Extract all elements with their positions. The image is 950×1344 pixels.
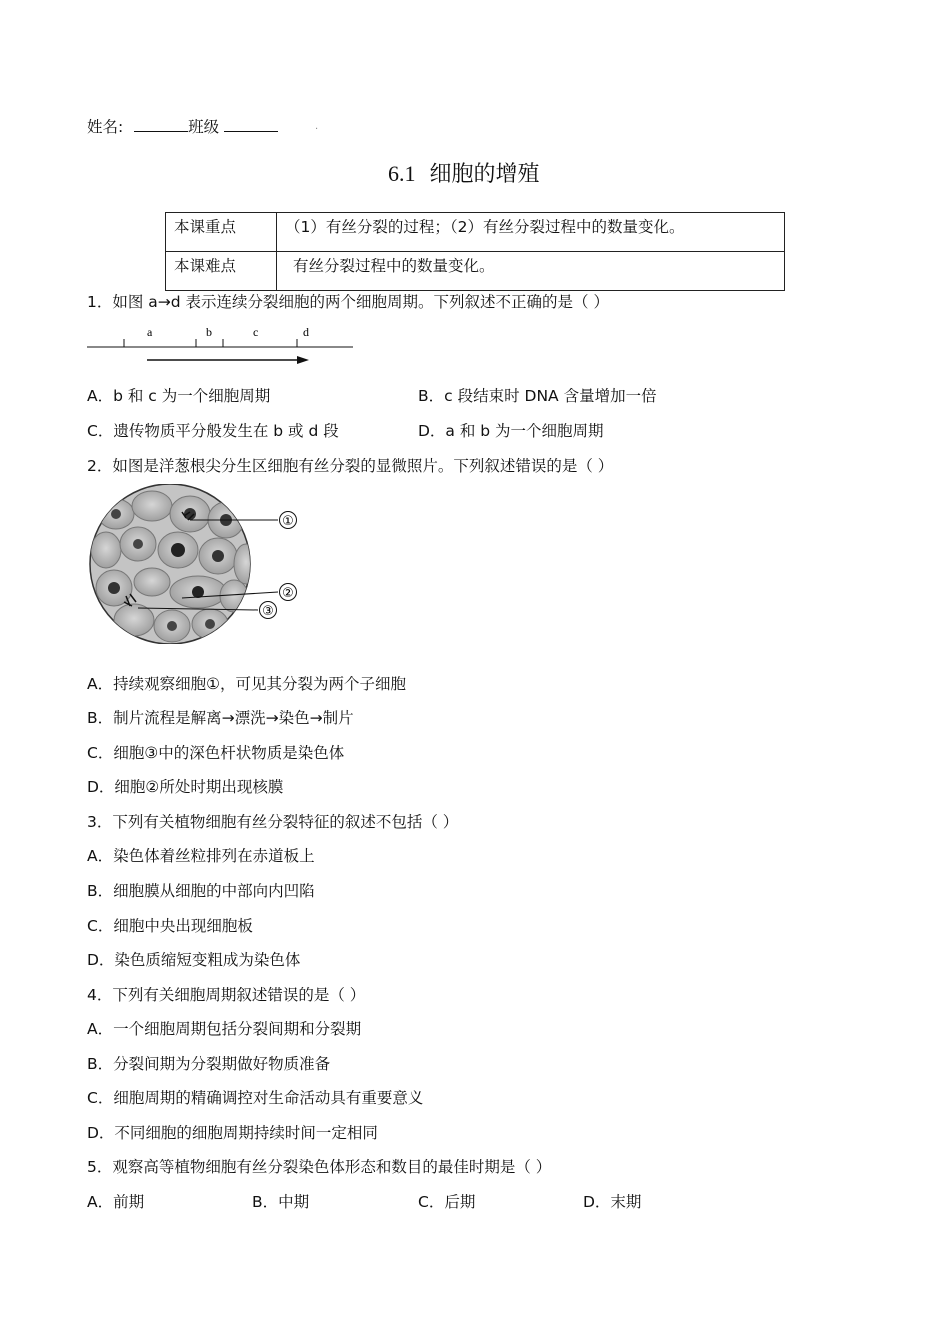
q2-option-c[interactable]: C．细胞③中的深色杆状物质是染色体 [87, 744, 345, 762]
q5-option-c[interactable]: C．后期 [418, 1193, 476, 1211]
name-blank[interactable] [134, 117, 188, 132]
callout-label-2: ② [282, 586, 294, 601]
q3-option-c[interactable]: C．细胞中央出现细胞板 [87, 917, 253, 935]
q4-option-a[interactable]: A．一个细胞周期包括分裂间期和分裂期 [87, 1020, 362, 1038]
q5-option-a[interactable]: A．前期 [87, 1193, 145, 1211]
page-title [388, 160, 540, 189]
segment-label-c: c [253, 325, 259, 339]
q2-option-d[interactable]: D．细胞②所处时期出现核膜 [87, 778, 284, 796]
q5-option-b[interactable]: B．中期 [252, 1193, 310, 1211]
name-class-line [87, 117, 278, 137]
segment-label-b: b [206, 325, 212, 339]
class-blank[interactable] [224, 117, 278, 132]
q3-option-d[interactable]: D．染色质缩短变粗成为染色体 [87, 951, 301, 969]
segment-label-d: d [303, 325, 309, 339]
value-cell: 有丝分裂过程中的数量变化。 [277, 252, 785, 291]
q5-option-d[interactable]: D．末期 [583, 1193, 642, 1211]
arrow-head-icon [297, 356, 309, 364]
q1-option-b[interactable]: B．c 段结束时 DNA 含量增加一倍 [418, 387, 657, 405]
table-row [166, 213, 785, 252]
title-number: 6.1 [388, 161, 416, 186]
q4-option-b[interactable]: B．分裂间期为分裂期做好物质准备 [87, 1055, 331, 1073]
callout-label-1: ① [282, 514, 294, 529]
q4-option-d[interactable]: D．不同细胞的细胞周期持续时间一定相同 [87, 1124, 378, 1142]
name-label: 姓名: [87, 118, 124, 136]
key-cell: 本课难点 [166, 252, 277, 291]
micrograph-figure [86, 484, 306, 644]
q3-stem: 3．下列有关植物细胞有丝分裂特征的叙述不包括（ ） [87, 813, 459, 831]
key-points-table [165, 212, 785, 291]
class-label: 班级 [188, 118, 220, 136]
q3-option-b[interactable]: B．细胞膜从细胞的中部向内凹陷 [87, 882, 315, 900]
q2-option-a[interactable]: A．持续观察细胞①，可见其分裂为两个子细胞 [87, 675, 407, 693]
q4-option-c[interactable]: C．细胞周期的精确调控对生命活动具有重要意义 [87, 1089, 424, 1107]
q4-stem: 4．下列有关细胞周期叙述错误的是（ ） [87, 986, 366, 1004]
callout-label-3: ③ [262, 604, 274, 619]
table-row [166, 252, 785, 291]
q2-option-b[interactable]: B．制片流程是解离→漂洗→染色→制片 [87, 709, 354, 727]
q2-stem: 2．如图是洋葱根尖分生区细胞有丝分裂的显微照片。下列叙述错误的是（ ） [87, 457, 614, 475]
value-cell: （1）有丝分裂的过程；（2）有丝分裂过程中的数量变化。 [277, 213, 785, 252]
q1-stem: 1．如图 a→d 表示连续分裂细胞的两个细胞周期。下列叙述不正确的是（ ） [87, 293, 609, 311]
q3-option-a[interactable]: A．染色体着丝粒排列在赤道板上 [87, 847, 315, 865]
segment-label-a: a [147, 325, 153, 339]
cell-cycle-diagram [87, 322, 357, 370]
q1-option-d[interactable]: D．a 和 b 为一个细胞周期 [418, 422, 604, 440]
q1-option-c[interactable]: C．遗传物质平分般发生在 b 或 d 段 [87, 422, 339, 440]
q5-stem: 5．观察高等植物细胞有丝分裂染色体形态和数目的最佳时期是（ ） [87, 1158, 552, 1176]
key-cell: 本课重点 [166, 213, 277, 252]
title-text: 细胞的增殖 [429, 162, 540, 187]
paragraph-mark: . [315, 121, 319, 132]
q1-option-a[interactable]: A．b 和 c 为一个细胞周期 [87, 387, 271, 405]
